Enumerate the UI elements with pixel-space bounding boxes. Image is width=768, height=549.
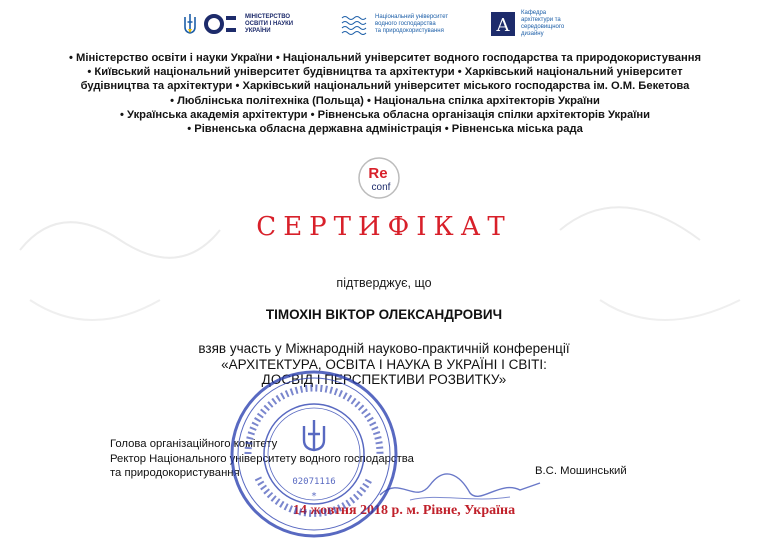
university-logo — [341, 13, 455, 35]
organizers-line: • Люблінська політехніка (Польща) • Національна спілка архітекторів України — [170, 94, 600, 107]
issue-date: 14 жовтня 2018 р. м. Рівне, Україна — [292, 503, 516, 518]
trident-icon — [183, 13, 197, 35]
header-logos — [0, 10, 768, 38]
seal-code: 02071116 — [292, 477, 336, 487]
organizers-line: будівництва та архітектури • Харківський національний університет міського господарства ім. О.М. Бекетова — [80, 80, 690, 93]
department-letter-icon — [491, 12, 515, 36]
university-label: Національний університет водного господарства та природокористування — [375, 13, 449, 34]
reconf-conf: conf — [371, 182, 391, 193]
conference-line: «АРХІТЕКТУРА, ОСВІТА І НАУКА В УКРАЇНІ І СВІТІ: — [221, 356, 547, 372]
seal-trident-icon — [304, 420, 324, 450]
confirms-text: підтверджує, що — [336, 276, 432, 290]
department-logo — [491, 10, 585, 38]
reconf-re: Re — [368, 165, 388, 182]
certificate-title: СЕРТИФІКАТ — [256, 212, 512, 242]
organizers-line: • Київський національний університет будівництва та архітектури • Харківський національний університет — [87, 66, 683, 79]
signer-line: Ректор Національного університету водного господарства — [110, 452, 414, 465]
ministry-label: МІНІСТЕРСТВО ОСВІТИ І НАУКИ УКРАЇНИ — [245, 13, 294, 34]
organizers-list — [40, 51, 730, 136]
ministry-logo — [183, 13, 305, 35]
signer-line: Голова організаційного комітету — [110, 438, 278, 450]
conference-line: взяв участь у Міжнародній науково-практичній конференції — [198, 341, 570, 356]
department-letter: A — [496, 15, 510, 36]
organizers-line: • Рівненська обласна державна адміністрація • Рівненська міська рада — [187, 123, 583, 136]
waves-icon — [341, 13, 369, 35]
svg-text:*: * — [311, 491, 317, 502]
organizers-line: • Міністерство освіти і науки України • Національний університет водного господарства та природокористування — [69, 52, 701, 64]
ministry-mark-icon — [203, 13, 239, 35]
department-label: Кафедра архітектури та середовищного дизайну — [521, 10, 565, 37]
reconf-logo — [357, 156, 401, 200]
official-seal — [228, 368, 400, 540]
signer-name: В.С. Мошинський — [535, 465, 627, 477]
recipient-name: ТІМОХІН ВІКТОР ОЛЕКСАНДРОВИЧ — [265, 307, 503, 322]
conference-line: ДОСВІД І ПЕРСПЕКТИВИ РОЗВИТКУ» — [261, 372, 507, 387]
organizers-line: • Українська академія архітектури • Рівненська обласна організація спілки архітекторів України — [120, 108, 650, 121]
signer-line: та природокористування — [110, 467, 240, 479]
